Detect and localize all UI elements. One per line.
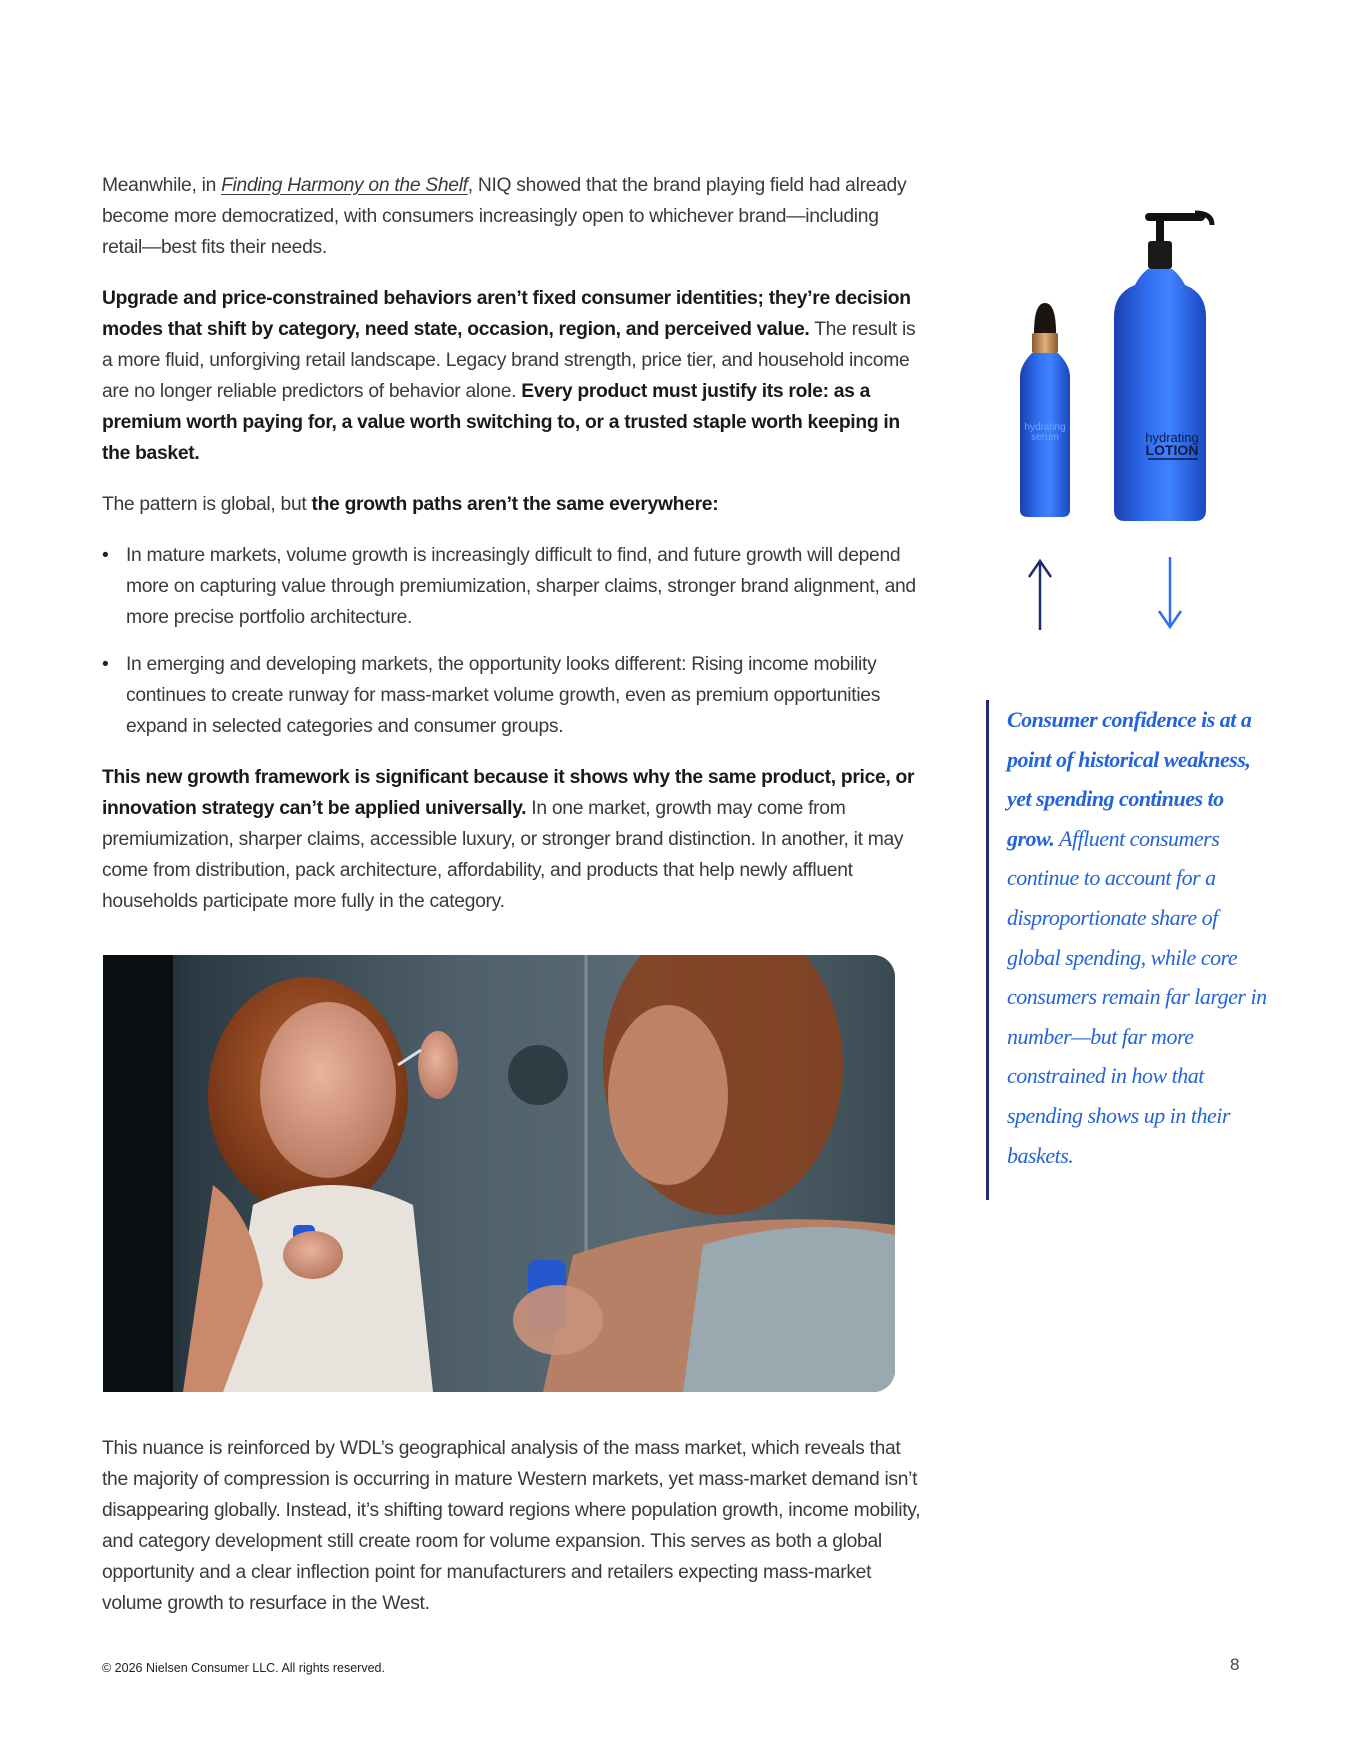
serum-label: hydrating	[1024, 422, 1066, 433]
intro-paragraph	[102, 170, 922, 263]
product-bottles-illustration	[990, 205, 1240, 645]
serum-label-2: serum	[1031, 432, 1059, 443]
framework-lead: This new growth framework is significant because it shows why the same product, price, or innovation strategy can’t be applied universally.	[102, 767, 915, 819]
pull-quote	[986, 700, 1269, 1200]
page-number: 8	[1230, 1655, 1240, 1674]
framework-text: In one market, growth may come from premiumization, sharper claims, accessible luxury, or stronger brand distinction. In another, it may come from distribution, pack architecture, affordability, and products that help newly affluent households participate more fully in the category.	[102, 798, 904, 912]
decision-modes-paragraph	[102, 283, 922, 469]
decision-modes-emphasis: Every product must justify its role: as a premium worth paying for, a value worth switching to, or a trusted staple worth keeping in the basket.	[102, 381, 900, 464]
pattern-emphasis: the growth paths aren’t the same everywhere:	[311, 494, 719, 515]
pull-quote-lead: Consumer confidence is at a point of historical weakness, yet spending continues to grow.	[1007, 707, 1252, 851]
geography-paragraph: This nuance is reinforced by WDL’s geographical analysis of the mass market, which reveals that the majority of compression is occurring in mature Western markets, yet mass-market demand isn’t disappearing globally. Instead, it’s shifting toward regions where population growth, income mobility, and category development still create room for volume expansion. This serves as both a global opportunity and a clear inflection point for manufacturers and retailers expecting mass-market volume growth to resurface in the West.	[102, 1438, 921, 1614]
decision-modes-text: The result is a more fluid, unforgiving retail landscape. Legacy brand strength, price tier, and household income are no longer reliable predictors of behavior alone.	[102, 319, 916, 402]
pull-quote-text: Affluent consumers continue to account for a disproportionate share of global spending, while core consumers remain far larger in number—but far more constrained in how that spending shows up in their baskets.	[1007, 825, 1267, 1168]
list-item: • In emerging and developing markets, the opportunity looks different: Rising income mobility continues to create runway for mass-market volume growth, even as premium opportunities expand in selected categories and consumer groups.	[102, 649, 922, 742]
pattern-text: The pattern is global, but	[102, 494, 312, 515]
body-text	[102, 170, 922, 937]
pattern-paragraph	[102, 489, 922, 520]
intro-text-rest: , NIQ showed that the brand playing field had already become more democratized, with consumers increasingly open to whichever brand—including retail—best fits their needs.	[102, 175, 907, 258]
framework-paragraph	[102, 762, 922, 917]
report-link[interactable]: Finding Harmony on the Shelf	[221, 175, 468, 196]
arrow-down-icon	[1159, 557, 1181, 627]
arrow-up-icon	[1029, 561, 1051, 630]
copyright-footer: © 2026 Nielsen Consumer LLC. All rights reserved.	[102, 1661, 385, 1675]
serum-bottle-icon	[1020, 303, 1070, 517]
list-item: • In mature markets, volume growth is increasingly difficult to find, and future growth will depend more on capturing value through premiumization, sharper claims, stronger brand alignment, and more precise portfolio architecture.	[102, 540, 922, 633]
growth-paths-list	[102, 540, 922, 742]
lotion-label-2: LOTION	[1145, 442, 1199, 458]
decision-modes-lead: Upgrade and price-constrained behaviors aren’t fixed consumer identities; they’re decision modes that shift by category, need state, occasion, region, and perceived value.	[102, 288, 911, 340]
woman-applying-serum-photo	[103, 955, 895, 1392]
intro-text: Meanwhile, in	[102, 175, 222, 196]
lotion-bottle-icon	[1114, 213, 1212, 521]
lotion-label: hydrating	[1145, 430, 1199, 445]
